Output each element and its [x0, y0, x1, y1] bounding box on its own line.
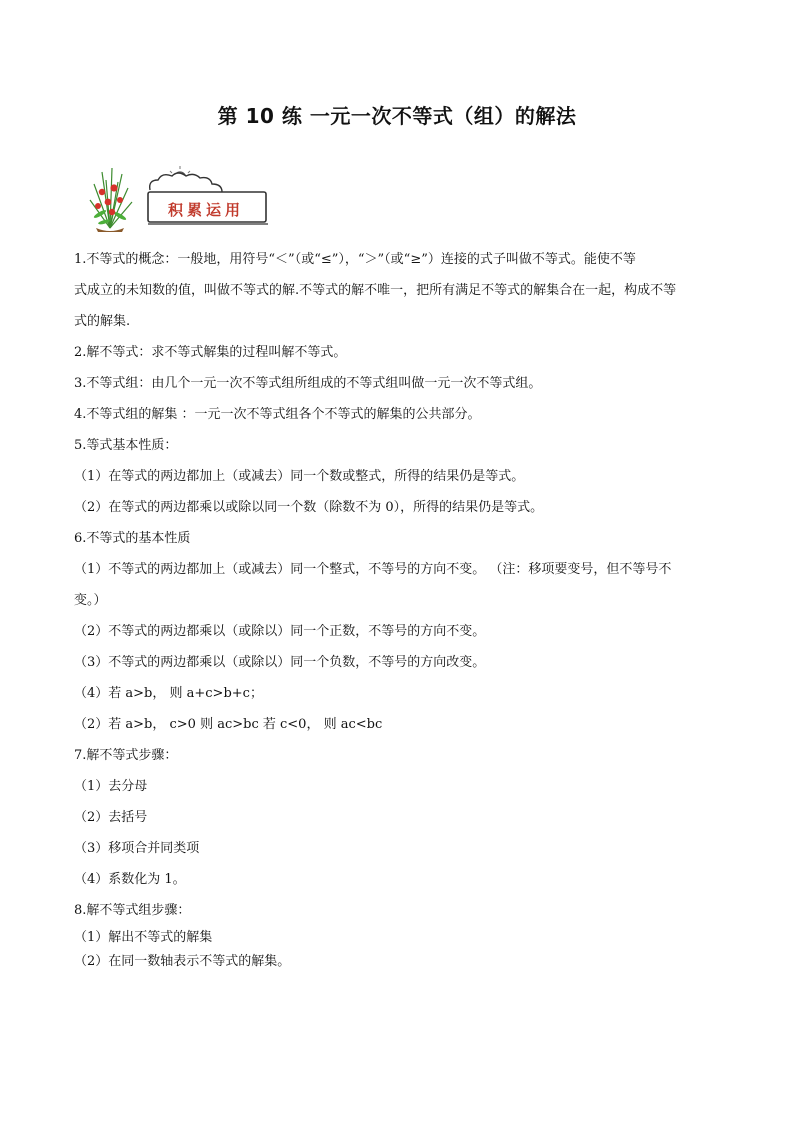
- text-line: （4）系数化为 1。: [74, 872, 186, 887]
- text-line: 1.不等式的概念：一般地，用符号“＜”（或“≤”），“＞”（或“≥”）连接的式子叫做不等式。能使不等: [74, 252, 636, 267]
- text-line: （3）移项合并同类项: [74, 841, 200, 856]
- text-line: （2）去括号: [74, 810, 148, 825]
- text-line: 式成立的未知数的值，叫做不等式的解.不等式的解不唯一，把所有满足不等式的解集合在一起，构成不等: [74, 283, 677, 298]
- text-line: 4.不等式组的解集 ：一元一次不等式组各个不等式的解集的公共部分。: [74, 407, 481, 422]
- text-line: 式的解集.: [74, 314, 131, 329]
- text-line: （1）解出不等式的解集: [74, 930, 213, 945]
- text-line: （4）若 a>b， 则 a+c>b+c；: [74, 686, 263, 701]
- text-line: 6.不等式的基本性质: [74, 531, 191, 546]
- text-line: （1）在等式的两边都加上（或减去）同一个数或整式，所得的结果仍是等式。: [74, 469, 525, 484]
- text-line: 3.不等式组：由几个一元一次不等式组所组成的不等式组叫做一元一次不等式组。: [74, 376, 542, 391]
- text-line: （2）在等式的两边都乘以或除以同一个数（除数不为 0），所得的结果仍是等式。: [74, 500, 544, 515]
- banner-label: 积累运用: [167, 201, 244, 219]
- text-line: （3）不等式的两边都乘以（或除以）同一个负数，不等号的方向改变。: [74, 655, 486, 670]
- text-line: 5.等式基本性质：: [74, 438, 178, 453]
- text-line: （1）不等式的两边都加上（或减去）同一个整式，不等号的方向不变。 （注：移项要变号，但不等号不: [74, 562, 672, 577]
- text-line: （2）若 a>b， c>0 则 ac>bc 若 c<0， 则 ac<bc: [74, 717, 383, 732]
- text-line: （2）在同一数轴表示不等式的解集。: [74, 954, 291, 969]
- page-title: 第 10 练 一元一次不等式（组）的解法: [217, 104, 577, 128]
- text-line: 8.解不等式组步骤：: [74, 903, 191, 918]
- document-body: [74, 244, 724, 974]
- text-line: 2.解不等式：求不等式解集的过程叫解不等式。: [74, 345, 347, 360]
- text-line: （1）去分母: [74, 779, 148, 794]
- text-line: 变。）: [74, 593, 107, 608]
- text-line: （2）不等式的两边都乘以（或除以）同一个正数，不等号的方向不变。: [74, 624, 486, 639]
- text-line: 7.解不等式步骤：: [74, 748, 178, 763]
